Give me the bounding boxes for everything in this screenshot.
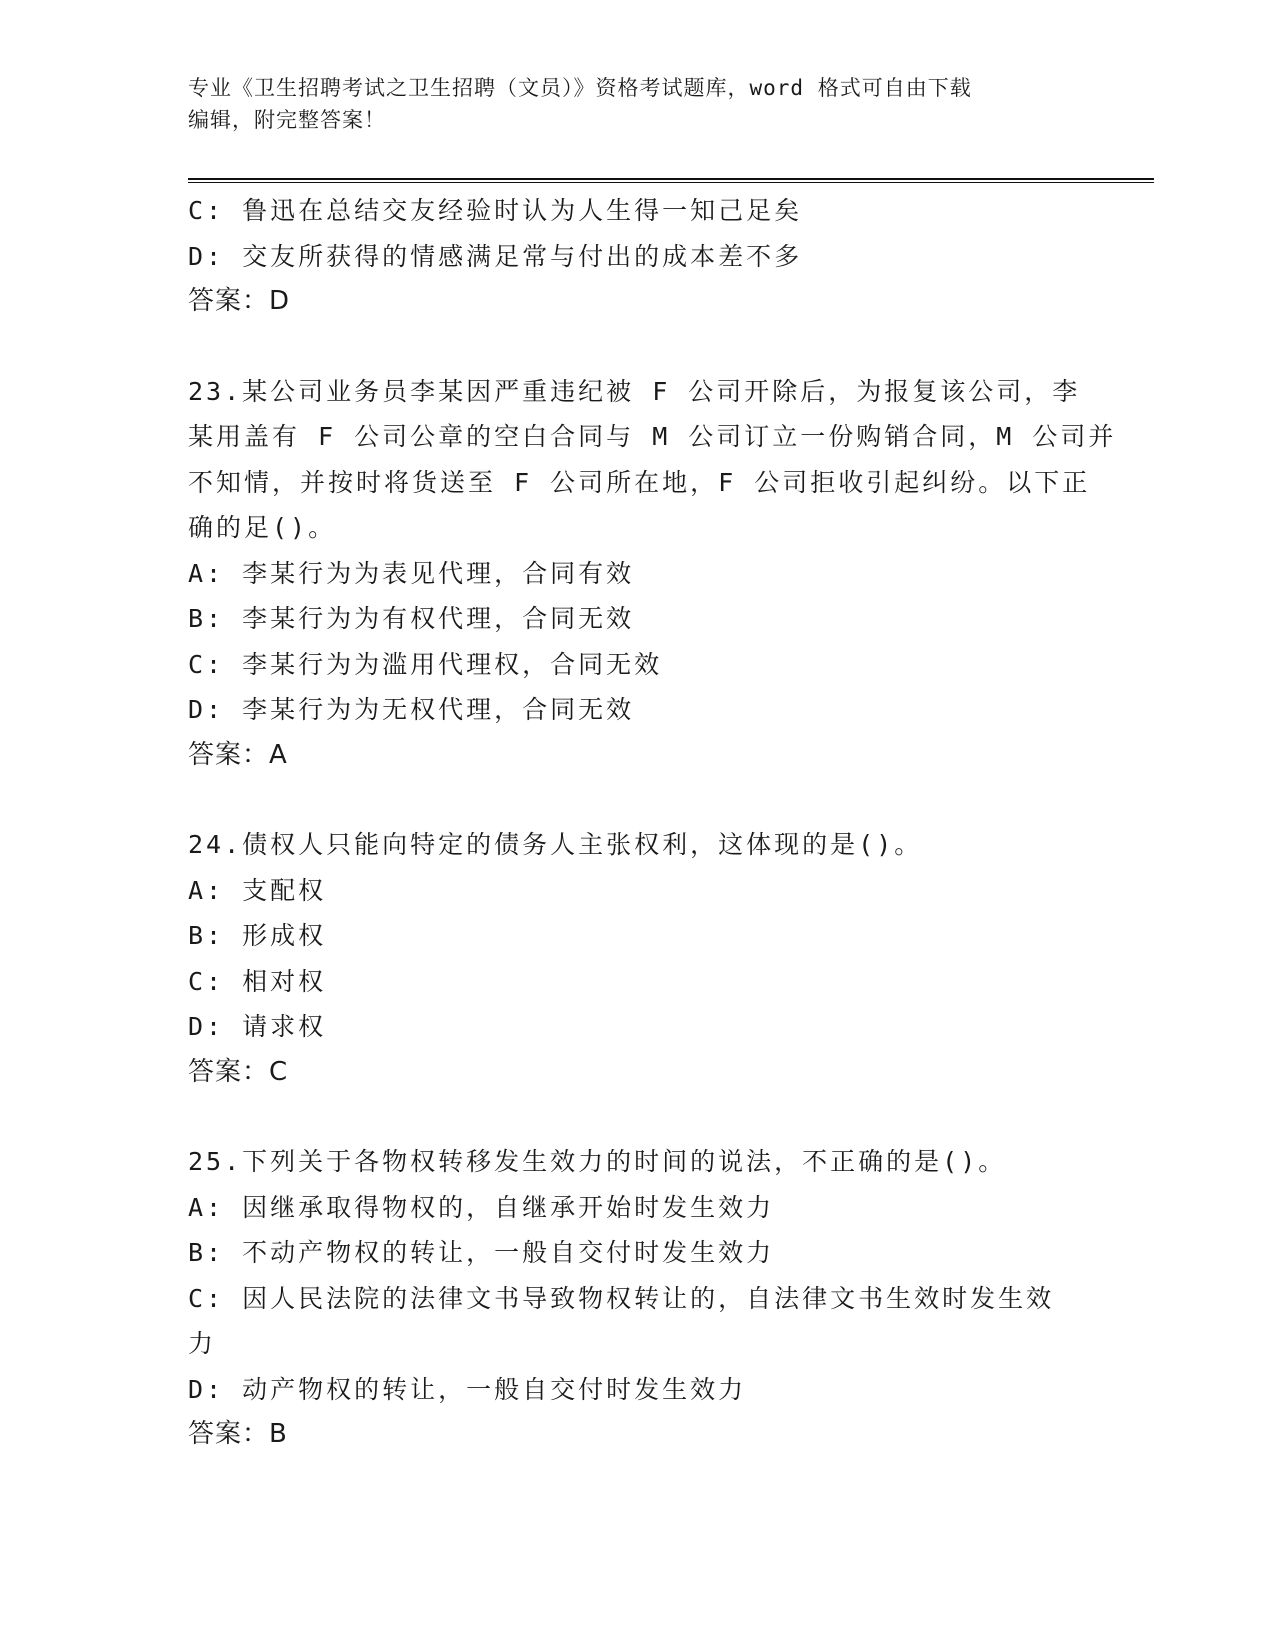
document-body: [188, 188, 1117, 1458]
answer-line: 答案：C: [188, 1056, 289, 1087]
option-d: D: 动产物权的转让，一般自交付时发生效力: [188, 1374, 747, 1404]
question-text-line: 确的足()。: [188, 513, 337, 542]
option-a: A: 李某行为为表见代理，合同有效: [188, 558, 635, 588]
document-header: [188, 72, 1068, 136]
spacer: [188, 1095, 1088, 1139]
header-divider: [188, 178, 1154, 183]
option-d: D: 请求权: [188, 1012, 327, 1041]
question-23: [188, 369, 1117, 779]
option-a: A: 支配权: [188, 875, 327, 905]
question-text-line: 23.某公司业务员李某因严重违纪被 F 公司开除后，为报复该公司，李: [188, 376, 1081, 406]
spacer: [188, 778, 1088, 822]
answer-line: 答案：B: [188, 1419, 288, 1449]
option-b: B: 李某行为为有权代理，合同无效: [188, 604, 635, 633]
option-b: B: 形成权: [188, 921, 327, 950]
option-a: A: 因继承取得物权的，自继承开始时发生效力: [188, 1192, 775, 1222]
option-c-continued: 力: [188, 1329, 217, 1358]
option-d: D: 交友所获得的情感满足常与付出的成本差不多: [188, 241, 803, 271]
option-c: C: 相对权: [188, 966, 327, 996]
question-text-line: 24.债权人只能向特定的债务人主张权利，这体现的是()。: [188, 830, 923, 859]
option-c: C: 因人民法院的法律文书导致物权转让的，自法律文书生效时发生效: [188, 1283, 1055, 1313]
question-text-line: 不知情，并按时将货送至 F 公司所在地，F 公司拒收引起纠纷。以下正: [188, 467, 1091, 497]
option-c: C: 鲁迅在总结交友经验时认为人生得一知己足矣: [188, 196, 803, 225]
question-text-line: 某用盖有 F 公司公章的空白合同与 M 公司订立一份购销合同，M 公司并: [188, 422, 1117, 451]
option-c: C: 李某行为为滥用代理权，合同无效: [188, 649, 663, 679]
option-b: B: 不动产物权的转让，一般自交付时发生效力: [188, 1238, 775, 1267]
spacer: [188, 325, 1088, 369]
answer-line: 答案：A: [188, 739, 288, 770]
option-d: D: 李某行为为无权代理，合同无效: [188, 695, 635, 724]
question-24: [188, 822, 1088, 1095]
header-line-2: 编辑，附完整答案！: [188, 108, 386, 132]
question-25: [188, 1139, 1088, 1458]
header-line-1: 专业《卫生招聘考试之卫生招聘（文员）》资格考试题库，word 格式可自由下载: [188, 76, 972, 100]
question-22-continued: [188, 188, 1088, 325]
question-text-line: 25.下列关于各物权转移发生效力的时间的说法，不正确的是()。: [188, 1147, 1007, 1176]
answer-line: 答案：D: [188, 286, 291, 316]
